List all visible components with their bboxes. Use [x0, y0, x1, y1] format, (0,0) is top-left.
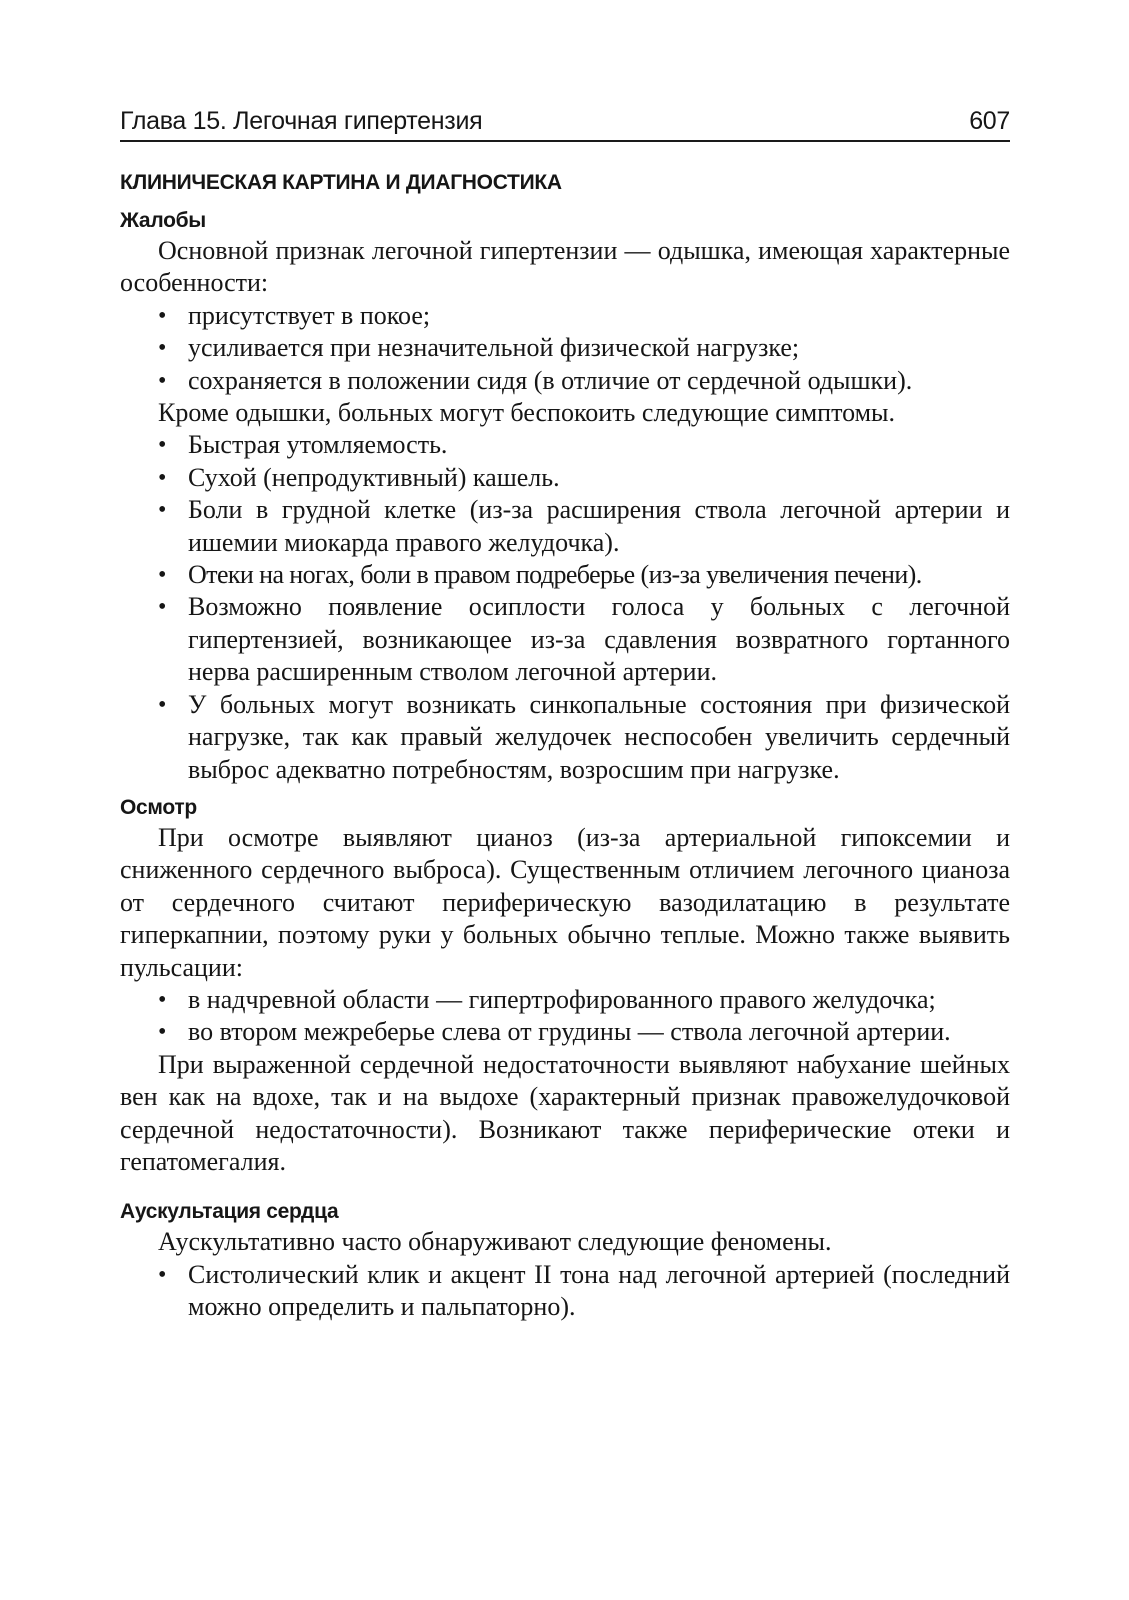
list-item: • Боли в грудной клетке (из-за расширения ствола легочной артерии и ишемии миокарда правого желудочка). [158, 495, 1010, 557]
pulsations-list [120, 984, 1010, 1049]
examination-paragraph-2: При выраженной сердечной недостаточности выявляют набухание шейных вен как на вдохе, так и на выдохе (характерный признак правожелудочковой сердечной недостаточности). Возникают также периферические отеки и гепатомегалия. [120, 1049, 1010, 1176]
list-item: • Отеки на ногах, боли в правом подреберье (из-за увеличения печени). [188, 559, 1010, 591]
bullet-icon: • [158, 497, 167, 524]
bullet-icon: • [158, 302, 167, 329]
bullet-icon: • [158, 367, 167, 394]
list-item: • в надчревной области — гипертрофированного правого желудочка; [188, 984, 1010, 1016]
list-item: • во втором межреберье слева от грудины — ствола легочной артерии. [188, 1016, 1010, 1048]
list-item: • Быстрая утомляемость. [188, 429, 1010, 461]
examination-heading: Осмотр [120, 795, 197, 819]
other-symptoms-intro: Кроме одышки, больных могут беспокоить следующие симптомы. [158, 398, 896, 428]
page-number: 607 [969, 107, 1010, 135]
bullet-icon: • [158, 691, 167, 718]
bullet-icon: • [158, 986, 167, 1013]
list-item: • присутствует в покое; [188, 300, 1010, 332]
section-title: КЛИНИЧЕСКАЯ КАРТИНА И ДИАГНОСТИКА [120, 171, 562, 194]
list-item: • У больных могут возникать синкопальные состояния при физической нагрузке, так как правый желудочек неспособен увеличить сердечный выброс адекватно потребностям, возросшим при нагрузке. [158, 689, 1010, 784]
bullet-icon: • [158, 562, 166, 589]
list-item: • Сухой (непродуктивный) кашель. [188, 462, 1010, 494]
complaints-heading: Жалобы [120, 209, 206, 232]
symptoms-list [120, 429, 1010, 785]
running-header [120, 106, 1010, 142]
list-item: • сохраняется в положении сидя (в отличие от сердечной одышки). [188, 365, 1010, 397]
bullet-icon: • [158, 432, 167, 459]
auscultation-heading: Аускультация сердца [120, 1200, 339, 1224]
dyspnea-features-list [120, 300, 1010, 397]
complaints-intro: Основной признак легочной гипертензии — одышка, имеющая характерные особенности: [120, 236, 1010, 298]
examination-paragraph-1: При осмотре выявляют цианоз (из-за артериальной гипоксемии и сниженного сердечного выброса). Существенным отличием легочного цианоза от сердечного считают периферическую вазодилатацию в результате гиперкапнии, поэтому руки у больных обычно теплые. Можно также выявить пульсации: [120, 822, 1010, 982]
document-page [120, 106, 1010, 1324]
list-item: • Систолический клик и акцент II тона над легочной артерией (последний можно определить и пальпаторно). [158, 1259, 1010, 1322]
list-item: • усиливается при незначительной физической нагрузке; [188, 332, 1010, 364]
chapter-title: Глава 15. Легочная гипертензия [120, 107, 483, 135]
bullet-icon: • [158, 594, 167, 621]
bullet-icon: • [158, 464, 167, 491]
auscultation-intro: Аускультативно часто обнаруживают следующие феномены. [158, 1227, 832, 1257]
auscultation-list [120, 1259, 1010, 1324]
bullet-icon: • [158, 1019, 167, 1046]
bullet-icon: • [158, 1261, 167, 1288]
list-item: • Возможно появление осиплости голоса у больных с легочной гипертензией, возникающее из-за сдавления возвратного гортанного нерва расширенным стволом легочной артерии. [158, 592, 1010, 687]
bullet-icon: • [158, 335, 167, 362]
